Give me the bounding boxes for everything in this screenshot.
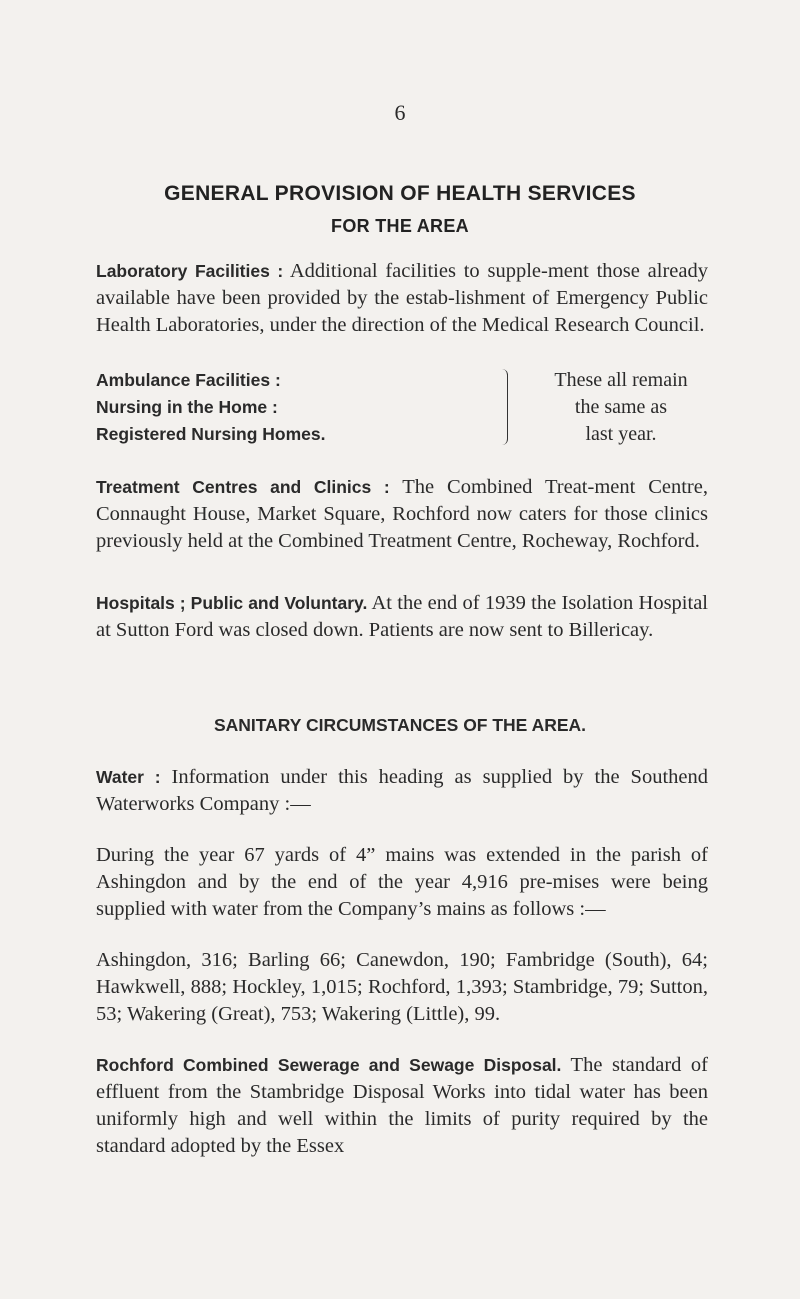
water-mains-paragraph: During the year 67 yards of 4” mains was extended in the parish of Ashingdon and by the end of the year 4,916 pre-mises were being supplied with water from the Company’s mains as follows :—	[96, 844, 708, 920]
water-text: Information under this heading as supplied by the Southend Waterworks Company :—	[96, 766, 709, 815]
hospitals-text: At the end of 1939 the Isolation Hospital at Sutton Ford was closed down. Patients are now sent to Billericay.	[96, 592, 708, 641]
note-line: last year.	[585, 423, 657, 445]
sewerage-text: The standard of effluent from the Stambridge Disposal Works into tidal water has been uniformly high and well within the limits of purity required by the standard adopted by the Essex	[96, 1054, 708, 1157]
water-supply-list: Ashingdon, 316; Barling 66; Canewdon, 190; Fambridge (South), 64; Hawkwell, 888; Hockley, 1,015; Rochford, 1,393; Stambridge, 79; Sutton, 53; Wakering (Great), 753; Wakering (Little), 99.	[96, 949, 708, 1025]
treatment-text: The Combined Treat-ment Centre, Connaught House, Market Square, Rochford now caters for those clinics previously held at the Combined Treatment Centre, Rocheway, Rochford.	[96, 476, 708, 552]
hospitals-heading: Hospitals ; Public and Voluntary.	[96, 593, 368, 613]
ambulance-facilities-label: Ambulance Facilities :	[96, 370, 281, 390]
page-title-line2: FOR THE AREA	[331, 216, 469, 236]
sanitary-section-title: SANITARY CIRCUMSTANCES OF THE AREA.	[213, 715, 587, 735]
water-heading: Water :	[96, 767, 161, 787]
facilities-list	[96, 367, 326, 448]
water-paragraph	[96, 764, 708, 818]
laboratory-text: Additional facilities to supple-ment those already available have been provided by the estab-lishment of Emergency Public Health Laboratories, under the direction of the Medical Research Council.	[96, 260, 708, 336]
page-title: GENERAL PROVISION OF HEALTH SERVICES	[164, 182, 636, 205]
note-line: the same as	[574, 396, 668, 418]
facilities-note	[516, 367, 726, 448]
registered-nursing-homes-label: Registered Nursing Homes.	[96, 424, 326, 444]
laboratory-paragraph	[96, 258, 708, 339]
treatment-paragraph	[96, 474, 708, 555]
note-line: These all remain	[554, 369, 688, 391]
hospitals-paragraph	[96, 590, 708, 644]
sewerage-paragraph	[96, 1052, 708, 1160]
laboratory-heading: Laboratory Facilities :	[96, 261, 284, 281]
treatment-heading: Treatment Centres and Clinics :	[96, 477, 390, 497]
nursing-home-label: Nursing in the Home :	[96, 397, 278, 417]
page-number: 6	[394, 100, 406, 125]
sewerage-heading: Rochford Combined Sewerage and Sewage Disposal.	[96, 1055, 562, 1075]
facilities-block	[96, 367, 708, 451]
brace	[501, 369, 508, 445]
